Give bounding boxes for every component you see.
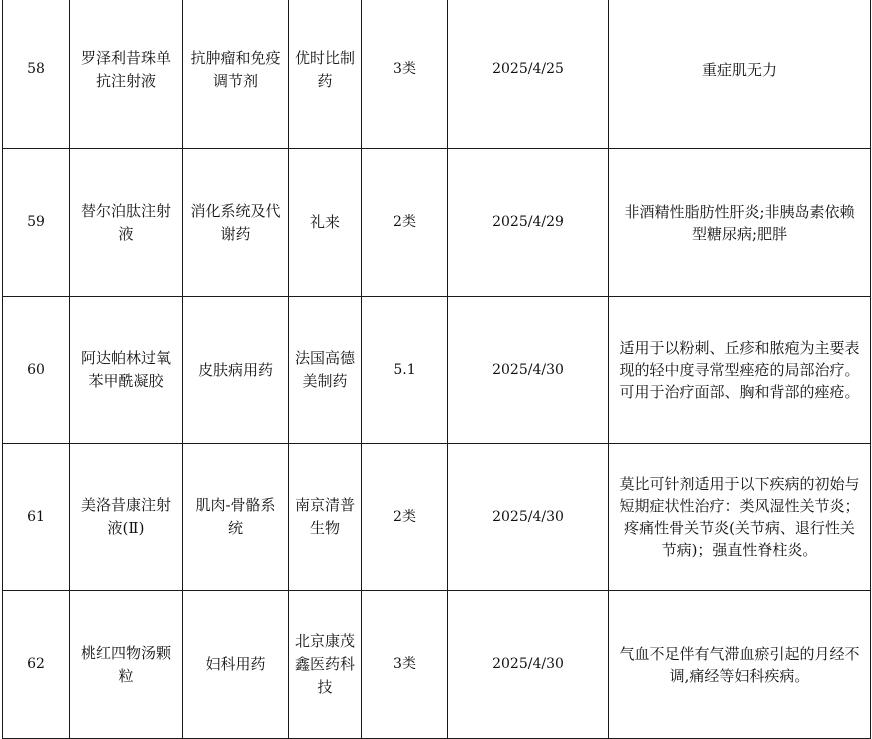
registration-class: 2类 — [362, 149, 448, 297]
indication: 气血不足伴有气滞血瘀引起的月经不调,痛经等妇科疾病。 — [609, 591, 871, 739]
drug-category: 妇科用药 — [183, 591, 289, 739]
drug-category: 抗肿瘤和免疫调节剂 — [183, 0, 289, 149]
row-number: 61 — [3, 444, 70, 591]
indication: 莫比可针剂适用于以下疾病的初始与短期症状性治疗：类风湿性关节炎；疼痛性骨关节炎(关节病、退行性关节病)；强直性脊柱炎。 — [609, 444, 871, 591]
table-row — [3, 149, 871, 297]
approval-date: 2025/4/29 — [448, 149, 609, 297]
drug-name: 罗泽利昔珠单抗注射液 — [70, 0, 183, 149]
approval-date: 2025/4/30 — [448, 444, 609, 591]
drug-approval-table — [2, 0, 871, 739]
row-number: 60 — [3, 297, 70, 444]
drug-name: 替尔泊肽注射液 — [70, 149, 183, 297]
table-row — [3, 444, 871, 591]
drug-category: 皮肤病用药 — [183, 297, 289, 444]
drug-category: 消化系统及代谢药 — [183, 149, 289, 297]
company-name: 南京清普生物 — [289, 444, 362, 591]
drug-name: 美洛昔康注射液(Ⅱ) — [70, 444, 183, 591]
indication: 重症肌无力 — [609, 0, 871, 149]
company-name: 优时比制药 — [289, 0, 362, 149]
company-name: 礼来 — [289, 149, 362, 297]
approval-date: 2025/4/25 — [448, 0, 609, 149]
company-name: 北京康茂鑫医药科技 — [289, 591, 362, 739]
registration-class: 5.1 — [362, 297, 448, 444]
row-number: 59 — [3, 149, 70, 297]
approval-date: 2025/4/30 — [448, 591, 609, 739]
table-row — [3, 297, 871, 444]
registration-class: 3类 — [362, 0, 448, 149]
row-number: 58 — [3, 0, 70, 149]
registration-class: 3类 — [362, 591, 448, 739]
drug-category: 肌肉-骨骼系统 — [183, 444, 289, 591]
company-name: 法国高德美制药 — [289, 297, 362, 444]
approval-date: 2025/4/30 — [448, 297, 609, 444]
indication: 非酒精性脂肪性肝炎;非胰岛素依赖型糖尿病;肥胖 — [609, 149, 871, 297]
row-number: 62 — [3, 591, 70, 739]
table-row — [3, 591, 871, 739]
indication: 适用于以粉刺、丘疹和脓疱为主要表现的轻中度寻常型痤疮的局部治疗。可用于治疗面部、胸和背部的痤疮。 — [609, 297, 871, 444]
drug-name: 阿达帕林过氧苯甲酰凝胶 — [70, 297, 183, 444]
drug-name: 桃红四物汤颗粒 — [70, 591, 183, 739]
registration-class: 2类 — [362, 444, 448, 591]
table-row — [3, 0, 871, 149]
